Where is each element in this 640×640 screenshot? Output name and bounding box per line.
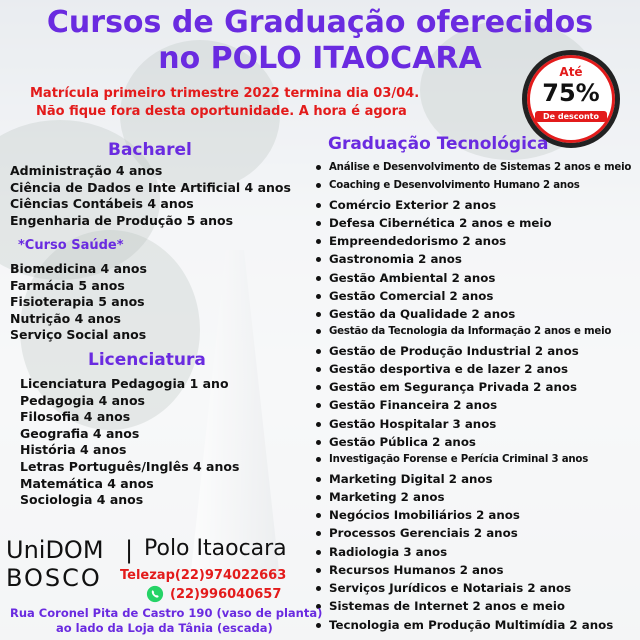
course-item — [316, 305, 631, 323]
course-label: Análise e Desenvolvimento de Sistemas 2 anos e meio — [329, 162, 632, 173]
course-item: História 4 anos — [20, 442, 127, 458]
title-line-1: Cursos de Graduação oferecidos — [46, 5, 594, 40]
course-item — [316, 506, 631, 524]
course-item — [316, 396, 631, 414]
logo-bosco: BOSCO — [6, 564, 102, 592]
course-item: Licenciatura Pedagogia 1 ano — [20, 376, 229, 391]
phone-telezap[interactable]: Telezap(22)974022663 — [120, 568, 287, 583]
bullet-icon — [316, 385, 321, 390]
course-label: Gestão em Segurança Privada 2 anos — [329, 380, 577, 395]
bacharel-heading: Bacharel — [108, 140, 192, 160]
course-label: Gestão da Qualidade 2 anos — [329, 307, 516, 322]
logo-unidom: UniDOM — [6, 536, 104, 564]
course-label: Marketing Digital 2 anos — [329, 471, 493, 486]
bullet-icon — [316, 257, 321, 262]
title-line-2: no POLO ITAOCARA — [158, 41, 482, 76]
course-label: Marketing 2 anos — [329, 489, 445, 504]
course-item — [316, 287, 631, 305]
course-item: Ciência de Dados e Inte Artificial 4 anos — [10, 179, 291, 195]
course-label: Gestão de Produção Industrial 2 anos — [329, 343, 579, 358]
course-item: Pedagogia 4 anos — [20, 392, 145, 408]
course-label: Gestão desportiva e de lazer 2 anos — [329, 361, 569, 376]
address-line-1: Rua Coronel Pita de Castro 190 (vaso de planta) — [10, 606, 323, 620]
course-label: Recursos Humanos 2 anos — [329, 562, 504, 577]
bullet-icon — [316, 183, 321, 188]
course-label: Serviços Jurídicos e Notariais 2 anos — [329, 581, 572, 596]
bullet-icon — [316, 403, 321, 408]
course-item: Biomedicina 4 anos — [10, 261, 147, 276]
course-label: Defesa Cibernética 2 anos e meio — [329, 215, 552, 230]
logo-separator: | — [125, 536, 134, 564]
licenciatura-heading: Licenciatura — [88, 350, 206, 370]
bullet-icon — [316, 276, 321, 281]
course-item: Serviço Social anos — [10, 327, 147, 343]
course-item — [316, 159, 631, 177]
course-item — [316, 196, 631, 214]
bullet-icon — [316, 495, 321, 500]
course-item — [316, 488, 631, 506]
course-label: Gastronomia 2 anos — [329, 252, 462, 267]
course-item — [316, 561, 631, 579]
course-label: Coaching e Desenvolvimento Humano 2 anos — [329, 180, 580, 192]
promo-line-1: Matrícula primeiro trimestre 2022 termina dia 03/04. — [30, 86, 420, 101]
course-item: Matemática 4 anos — [20, 475, 154, 491]
course-item — [316, 342, 631, 360]
bullet-icon — [316, 440, 321, 445]
course-item: Sociologia 4 anos — [20, 492, 144, 508]
course-label: Empreendedorismo 2 anos — [329, 234, 507, 249]
course-item — [316, 451, 631, 469]
course-item: Geografia 4 anos — [20, 425, 140, 441]
bullet-icon — [316, 457, 321, 462]
badge-top-text: Até — [559, 65, 583, 79]
address-line-2: ao lado da Loja da Tânia (escada) — [56, 621, 273, 635]
course-item — [316, 433, 631, 451]
course-item — [316, 360, 631, 378]
bullet-icon — [316, 623, 321, 628]
course-item — [316, 177, 631, 195]
bullet-icon — [316, 477, 321, 482]
course-item: Letras Português/Inglês 4 anos — [20, 458, 240, 474]
bullet-icon — [316, 568, 321, 573]
course-label: Radiologia 3 anos — [329, 544, 448, 559]
course-item: Farmácia 5 anos — [10, 277, 125, 293]
course-item: Nutrição 4 anos — [10, 310, 121, 326]
badge-percent: 75% — [542, 79, 600, 107]
bullet-icon — [316, 312, 321, 317]
course-label: Gestão Hospitalar 3 anos — [329, 416, 497, 431]
course-label: Gestão Ambiental 2 anos — [329, 270, 496, 285]
bullet-icon — [316, 165, 321, 170]
course-item — [316, 597, 631, 615]
bullet-icon — [316, 586, 321, 591]
course-label: Gestão da Tecnologia da Informação 2 anos e meio — [329, 326, 612, 338]
phone-whatsapp[interactable]: (22)996040657 — [170, 587, 282, 602]
bullet-icon — [316, 239, 321, 244]
bullet-icon — [316, 367, 321, 372]
bullet-icon — [316, 513, 321, 518]
course-label: Processos Gerenciais 2 anos — [329, 526, 518, 541]
promo-line-2: Não fique fora desta oportunidade. A hora é agora — [36, 104, 407, 119]
bullet-icon — [316, 531, 321, 536]
badge-bottom-text: De desconto — [535, 111, 607, 122]
course-item — [316, 415, 631, 433]
course-item — [316, 323, 631, 341]
course-item — [316, 378, 631, 396]
bullet-icon — [316, 550, 321, 555]
bullet-icon — [316, 221, 321, 226]
course-item — [316, 543, 631, 561]
course-item — [316, 269, 631, 287]
polo-name: Polo Itaocara — [144, 536, 287, 561]
course-item: Engenharia de Produção 5 anos — [10, 212, 234, 228]
course-label: Gestão Financeira 2 anos — [329, 398, 498, 413]
tecnologica-list — [316, 159, 631, 634]
course-label: Comércio Exterior 2 anos — [329, 197, 497, 212]
bullet-icon — [316, 422, 321, 427]
course-label: Gestão Pública 2 anos — [329, 434, 476, 449]
bullet-icon — [316, 349, 321, 354]
course-item: Filosofia 4 anos — [20, 409, 131, 425]
course-item — [316, 470, 631, 488]
bullet-icon — [316, 329, 321, 334]
course-item — [316, 232, 631, 250]
saude-list — [10, 261, 147, 344]
course-item — [316, 214, 631, 232]
licenciatura-list — [20, 376, 239, 509]
course-label: Gestão Comercial 2 anos — [329, 288, 494, 303]
course-item: Ciências Contábeis 4 anos — [10, 196, 194, 212]
course-label: Negócios Imobiliários 2 anos — [329, 508, 520, 523]
course-item: Administração 4 anos — [10, 163, 163, 178]
course-item — [316, 579, 631, 597]
course-item — [316, 524, 631, 542]
course-label: Investigação Forense e Perícia Criminal 3 anos — [329, 454, 589, 466]
course-item — [316, 250, 631, 268]
bullet-icon — [316, 294, 321, 299]
course-label: Sistemas de Internet 2 anos e meio — [329, 599, 565, 614]
bullet-icon — [316, 203, 321, 208]
bacharel-list — [10, 163, 291, 229]
tecnologica-heading: Graduação Tecnológica — [328, 134, 549, 154]
course-item: Fisioterapia 5 anos — [10, 294, 145, 310]
saude-heading: *Curso Saúde* — [18, 238, 124, 253]
whatsapp-icon — [146, 585, 164, 603]
course-item — [316, 616, 631, 634]
course-label: Tecnologia em Produção Multimídia 2 anos — [329, 617, 614, 632]
